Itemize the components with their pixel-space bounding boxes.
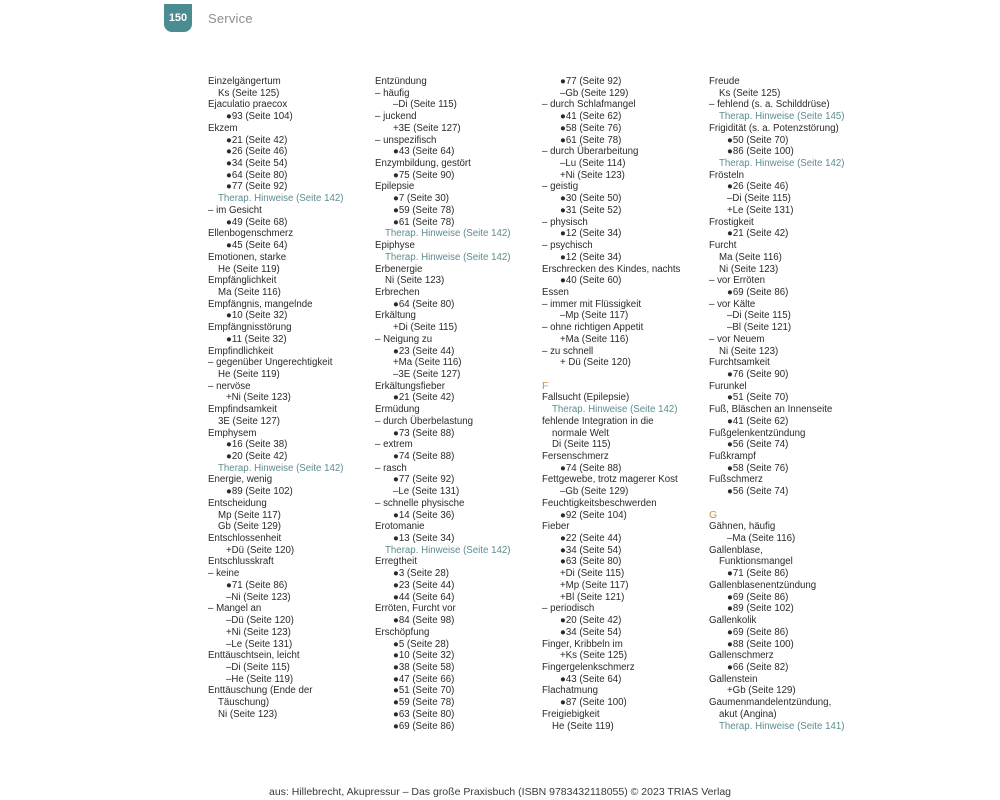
index-reference: Ni (Seite 123) [385, 275, 445, 287]
letter-spacer [709, 498, 879, 510]
index-reference: Therap. Hinweise (Seite 142) [552, 404, 678, 416]
index-reference: ●58 (Seite 76) [727, 462, 789, 474]
index-reference: ●43 (Seite 64) [393, 146, 455, 158]
index-entry: – Mangel an [208, 603, 262, 615]
index-reference: Therap. Hinweise (Seite 142) [385, 228, 511, 240]
index-reference: normale Welt [552, 427, 609, 439]
index-reference: ●50 (Seite 70) [727, 134, 789, 146]
page-number-tab [164, 4, 192, 32]
index-entry: Frösteln [709, 169, 744, 181]
index-reference: +Ks (Seite 125) [560, 650, 628, 662]
index-entry: – keine [208, 568, 240, 580]
index-reference: ●23 (Seite 44) [393, 345, 455, 357]
index-letter-heading: F [542, 379, 549, 392]
index-reference: akut (Angina) [719, 708, 777, 720]
index-entry: Fußgelenkentzündung [709, 427, 806, 439]
index-entry: Gaumenmandelentzündung, [709, 697, 832, 709]
index-entry: Frigidität (s. a. Potenzstörung) [709, 122, 839, 134]
index-reference: –He (Seite 119) [226, 673, 294, 685]
index-reference: ●12 (Seite 34) [560, 251, 622, 263]
index-entry: Ejaculatio praecox [208, 99, 288, 111]
index-reference: ●16 (Seite 38) [226, 439, 288, 451]
index-entry: Entscheidung [208, 497, 267, 509]
index-column-1 [208, 76, 378, 721]
index-reference: ●21 (Seite 42) [727, 228, 789, 240]
index-reference: He (Seite 119) [218, 263, 280, 275]
index-reference: +Ma (Seite 116) [560, 333, 629, 345]
index-entry: Erbenergie [375, 263, 423, 275]
index-reference: Ma (Seite 116) [218, 286, 281, 298]
index-column-2 [375, 76, 545, 732]
index-reference: Di (Seite 115) [552, 439, 611, 451]
index-reference: ●69 (Seite 86) [727, 286, 789, 298]
index-entry: – schnelle physische [375, 497, 465, 509]
index-reference: +Gb (Seite 129) [727, 685, 796, 697]
index-entry: Ekzem [208, 122, 238, 134]
index-entry: Erröten, Furcht vor [375, 603, 456, 615]
index-entry: Enttäuschtsein, leicht [208, 650, 300, 662]
index-reference: ●75 (Seite 90) [393, 169, 455, 181]
index-entry: Flachatmung [542, 685, 599, 697]
index-reference: ●76 (Seite 90) [727, 368, 789, 380]
index-entry: Energie, wenig [208, 474, 273, 486]
index-reference: ●69 (Seite 86) [393, 720, 455, 732]
index-reference: ●89 (Seite 102) [727, 603, 794, 615]
index-reference: Therap. Hinweise (Seite 145) [719, 111, 845, 123]
index-entry: Fuß, Bläschen an Innenseite [709, 404, 833, 416]
index-reference: –Dü (Seite 120) [226, 615, 294, 627]
index-entry: – Neigung zu [375, 333, 433, 345]
index-entry: Fußkrampf [709, 451, 756, 462]
index-reference: ●71 (Seite 86) [226, 579, 288, 591]
index-entry: Erschöpfung [375, 626, 430, 638]
index-reference: ●20 (Seite 42) [560, 615, 622, 627]
index-reference: +Ni (Seite 123) [226, 626, 291, 638]
index-reference: ●5 (Seite 28) [393, 638, 449, 650]
index-reference: Täuschung) [218, 697, 270, 709]
index-reference: +Ni (Seite 123) [560, 169, 625, 181]
index-reference: –Di (Seite 115) [226, 661, 290, 673]
source-footer: aus: Hillebrecht, Akupressur – Das große Praxisbuch (ISBN 9783432118055) © 2023 TRIAS Verlag [268, 786, 731, 798]
index-reference: ●13 (Seite 34) [393, 533, 455, 545]
index-reference: +Di (Seite 115) [393, 322, 458, 334]
index-reference: ●40 (Seite 60) [560, 275, 622, 287]
index-entry: – im Gesicht [208, 204, 262, 216]
index-reference: –Ma (Seite 116) [727, 533, 796, 545]
index-reference: ●44 (Seite 64) [393, 591, 455, 603]
index-reference: ●12 (Seite 34) [560, 228, 622, 240]
index-reference: –Bl (Seite 121) [727, 322, 792, 334]
index-reference: ●49 (Seite 68) [226, 216, 288, 228]
index-reference: ●74 (Seite 88) [560, 462, 622, 474]
index-entry: – psychisch [542, 240, 593, 252]
index-reference: + Dü (Seite 120) [560, 357, 631, 369]
index-reference: +Ma (Seite 116) [393, 357, 462, 369]
index-entry: Emotionen, starke [208, 251, 287, 263]
index-entry: Gallenstein [709, 673, 758, 685]
index-reference: ●23 (Seite 44) [393, 579, 455, 591]
index-entry: Erkältung [375, 310, 416, 322]
index-entry: – zu schnell [542, 345, 594, 357]
index-reference: +Dü (Seite 120) [226, 544, 295, 556]
index-entry: Epiphyse [375, 240, 415, 252]
index-entry: Gallenschmerz [709, 650, 774, 662]
index-reference: ●77 (Seite 92) [393, 474, 455, 486]
index-reference: ●69 (Seite 86) [727, 591, 789, 603]
index-reference: ●38 (Seite 58) [393, 661, 455, 673]
index-reference: ●59 (Seite 78) [393, 697, 455, 709]
index-reference: –Di (Seite 115) [727, 193, 791, 205]
index-reference: –Lu (Seite 114) [560, 158, 626, 170]
index-reference: He (Seite 119) [552, 720, 614, 732]
index-reference: Ks (Seite 125) [719, 87, 781, 99]
index-entry: Empfindsamkeit [208, 404, 277, 416]
index-reference: ●64 (Seite 80) [226, 169, 288, 181]
index-reference: Gb (Seite 129) [218, 521, 282, 533]
index-entry: – durch Überbelastung [375, 415, 474, 427]
index-letter-heading: G [709, 508, 718, 521]
index-reference: ●86 (Seite 100) [727, 146, 794, 158]
index-reference: ●88 (Seite 100) [727, 638, 794, 650]
index-reference: ●3 (Seite 28) [393, 568, 449, 580]
index-reference: Ni (Seite 123) [218, 708, 278, 720]
index-entry: Einzelgängertum [208, 76, 281, 87]
index-entry: – physisch [542, 216, 588, 228]
index-entry: – vor Neuem [709, 333, 765, 345]
index-entry: Ellenbogenschmerz [208, 228, 294, 240]
index-reference: ●22 (Seite 44) [560, 533, 622, 545]
index-reference: ●61 (Seite 78) [560, 134, 622, 146]
index-entry: – immer mit Flüssigkeit [542, 298, 642, 310]
index-reference: ●87 (Seite 100) [560, 697, 627, 709]
index-entry: Epilepsie [375, 181, 415, 193]
index-entry: – durch Überarbeitung [542, 146, 639, 158]
index-entry: – periodisch [542, 603, 595, 615]
index-entry: Fallsucht (Epilepsie) [542, 392, 630, 404]
index-reference: ●26 (Seite 46) [226, 146, 288, 158]
page-number: 150 [168, 12, 188, 24]
index-entry: – juckend [375, 111, 417, 123]
index-reference: ●34 (Seite 54) [560, 544, 622, 556]
index-entry: fehlende Integration in die [542, 415, 654, 427]
index-reference: ●21 (Seite 42) [393, 392, 455, 404]
index-entry: Erotomanie [375, 521, 425, 533]
index-reference: ●26 (Seite 46) [727, 181, 789, 193]
index-reference: ●43 (Seite 64) [560, 673, 622, 685]
index-reference: ●61 (Seite 78) [393, 216, 455, 228]
index-reference: –Di (Seite 115) [727, 310, 791, 322]
index-reference: +Di (Seite 115) [560, 568, 625, 580]
index-reference: ●56 (Seite 74) [727, 439, 789, 451]
index-reference: ●93 (Seite 104) [226, 111, 293, 123]
index-entry: – fehlend (s. a. Schilddrüse) [709, 99, 830, 111]
index-reference: –3E (Seite 127) [393, 368, 461, 380]
index-entry: Gähnen, häufig [709, 521, 776, 533]
index-entry: Furcht [709, 240, 737, 252]
index-entry: Finger, Kribbeln im [542, 638, 623, 650]
index-reference: ●73 (Seite 88) [393, 427, 455, 439]
index-entry: Enttäuschung (Ende der [208, 685, 313, 697]
index-reference: +Bl (Seite 121) [560, 591, 625, 603]
index-entry: – nervöse [208, 380, 251, 392]
index-reference: ●47 (Seite 66) [393, 673, 455, 685]
index-column-3 [542, 76, 712, 732]
index-reference: ●63 (Seite 80) [393, 708, 455, 720]
index-reference: ●10 (Seite 32) [393, 650, 455, 662]
index-entry: Gallenkolik [709, 615, 757, 627]
index-entry: – rasch [375, 462, 407, 474]
index-reference: ●63 (Seite 80) [560, 556, 622, 568]
index-entry: Erregtheit [375, 556, 417, 568]
index-entry: – häufig [375, 87, 410, 99]
index-reference: Therap. Hinweise (Seite 142) [385, 544, 511, 556]
index-entry: Entschlossenheit [208, 533, 282, 545]
index-entry: Entzündung [375, 76, 427, 87]
index-reference: Therap. Hinweise (Seite 142) [218, 193, 344, 205]
index-entry: Empfängnis, mangelnde [208, 298, 313, 310]
index-reference: ●34 (Seite 54) [560, 626, 622, 638]
index-entry: Gallenblase, [709, 544, 763, 556]
index-reference: ●58 (Seite 76) [560, 122, 622, 134]
index-entry: Freude [709, 76, 740, 87]
index-entry: Fieber [542, 521, 570, 533]
index-reference: –Di (Seite 115) [393, 99, 457, 111]
index-entry: – unspezifisch [375, 134, 437, 146]
index-entry: Feuchtigkeitsbeschwerden [542, 497, 657, 509]
index-entry: Fettgewebe, trotz magerer Kost [542, 474, 678, 486]
index-reference: ●64 (Seite 80) [393, 298, 455, 310]
index-reference: ●31 (Seite 52) [560, 204, 622, 216]
index-reference: Ma (Seite 116) [719, 251, 782, 263]
index-entry: – durch Schlafmangel [542, 99, 636, 111]
index-entry: Erschrecken des Kindes, nachts [542, 263, 681, 275]
index-reference: ●21 (Seite 42) [226, 134, 288, 146]
index-entry: Freigiebigkeit [542, 708, 600, 720]
index-entry: Furunkel [709, 380, 747, 392]
index-entry: – vor Erröten [709, 275, 765, 287]
index-entry: Entschlusskraft [208, 556, 274, 568]
index-entry: Gallenblasenentzündung [709, 579, 817, 591]
index-reference: ●71 (Seite 86) [727, 568, 789, 580]
index-reference: Therap. Hinweise (Seite 142) [218, 462, 344, 474]
index-entry: Fußschmerz [709, 474, 763, 486]
index-reference: 3E (Seite 127) [218, 415, 280, 427]
index-reference: ●14 (Seite 36) [393, 509, 455, 521]
index-reference: ●84 (Seite 98) [393, 615, 455, 627]
index-reference: Ni (Seite 123) [719, 345, 779, 357]
index-column-4 [709, 76, 879, 732]
index-reference: ●59 (Seite 78) [393, 204, 455, 216]
index-reference: ●77 (Seite 92) [560, 76, 622, 87]
index-reference: Ni (Seite 123) [719, 263, 779, 275]
index-reference: ●74 (Seite 88) [393, 451, 455, 462]
index-reference: ●41 (Seite 62) [560, 111, 622, 123]
index-entry: Enzymbildung, gestört [375, 158, 471, 170]
index-reference: ●51 (Seite 70) [727, 392, 789, 404]
index-reference: –Le (Seite 131) [226, 638, 293, 650]
index-entry: – ohne richtigen Appetit [542, 322, 644, 334]
index-reference: +Mp (Seite 117) [560, 579, 629, 591]
index-reference: +3E (Seite 127) [393, 122, 461, 134]
index-entry: Emphysem [208, 427, 257, 439]
index-reference: Funktionsmangel [719, 556, 793, 568]
index-reference: +Le (Seite 131) [727, 204, 794, 216]
index-entry: – extrem [375, 439, 413, 451]
index-entry: Frostigkeit [709, 216, 754, 228]
index-entry: Erbrechen [375, 286, 420, 298]
index-reference: ●69 (Seite 86) [727, 626, 789, 638]
index-entry: Empfänglichkeit [208, 275, 277, 287]
index-reference: ●66 (Seite 82) [727, 661, 789, 673]
index-reference: ●41 (Seite 62) [727, 415, 789, 427]
index-reference: ●30 (Seite 50) [560, 193, 622, 205]
index-reference: ●77 (Seite 92) [226, 181, 288, 193]
index-reference: Ks (Seite 125) [218, 87, 280, 99]
index-reference: Therap. Hinweise (Seite 141) [719, 720, 845, 732]
index-reference: ●56 (Seite 74) [727, 486, 789, 498]
index-entry: Furchtsamkeit [709, 357, 770, 369]
index-entry: Essen [542, 286, 569, 298]
index-reference: He (Seite 119) [218, 368, 280, 380]
index-reference: ●89 (Seite 102) [226, 486, 293, 498]
index-entry: Erkältungsfieber [375, 380, 446, 392]
letter-spacer [542, 369, 712, 381]
index-reference: Mp (Seite 117) [218, 509, 281, 521]
index-reference: ●10 (Seite 32) [226, 310, 288, 322]
index-entry: Fingergelenkschmerz [542, 661, 635, 673]
index-reference: ●34 (Seite 54) [226, 158, 288, 170]
section-title: Service [208, 11, 253, 26]
index-reference: Therap. Hinweise (Seite 142) [385, 251, 511, 263]
index-entry: – vor Kälte [709, 298, 756, 310]
index-entry: Fersenschmerz [542, 451, 609, 462]
index-entry: Empfindlichkeit [208, 345, 274, 357]
index-reference: –Le (Seite 131) [393, 486, 460, 498]
index-reference: ●92 (Seite 104) [560, 509, 627, 521]
index-reference: +Ni (Seite 123) [226, 392, 291, 404]
index-entry: – gegenüber Ungerechtigkeit [208, 357, 333, 369]
index-entry: Empfängnisstörung [208, 322, 292, 334]
index-reference: –Ni (Seite 123) [226, 591, 291, 603]
index-reference: –Mp (Seite 117) [560, 310, 629, 322]
index-reference: –Gb (Seite 129) [560, 486, 629, 498]
index-reference: Therap. Hinweise (Seite 142) [719, 158, 845, 170]
index-reference: ●51 (Seite 70) [393, 685, 455, 697]
index-reference: –Gb (Seite 129) [560, 87, 629, 99]
index-entry: Ermüdung [375, 404, 420, 416]
index-reference: ●45 (Seite 64) [226, 240, 288, 252]
index-entry: – geistig [542, 181, 579, 193]
index-reference: ●7 (Seite 30) [393, 193, 449, 205]
index-reference: ●11 (Seite 32) [226, 333, 287, 345]
index-reference: ●20 (Seite 42) [226, 451, 288, 462]
